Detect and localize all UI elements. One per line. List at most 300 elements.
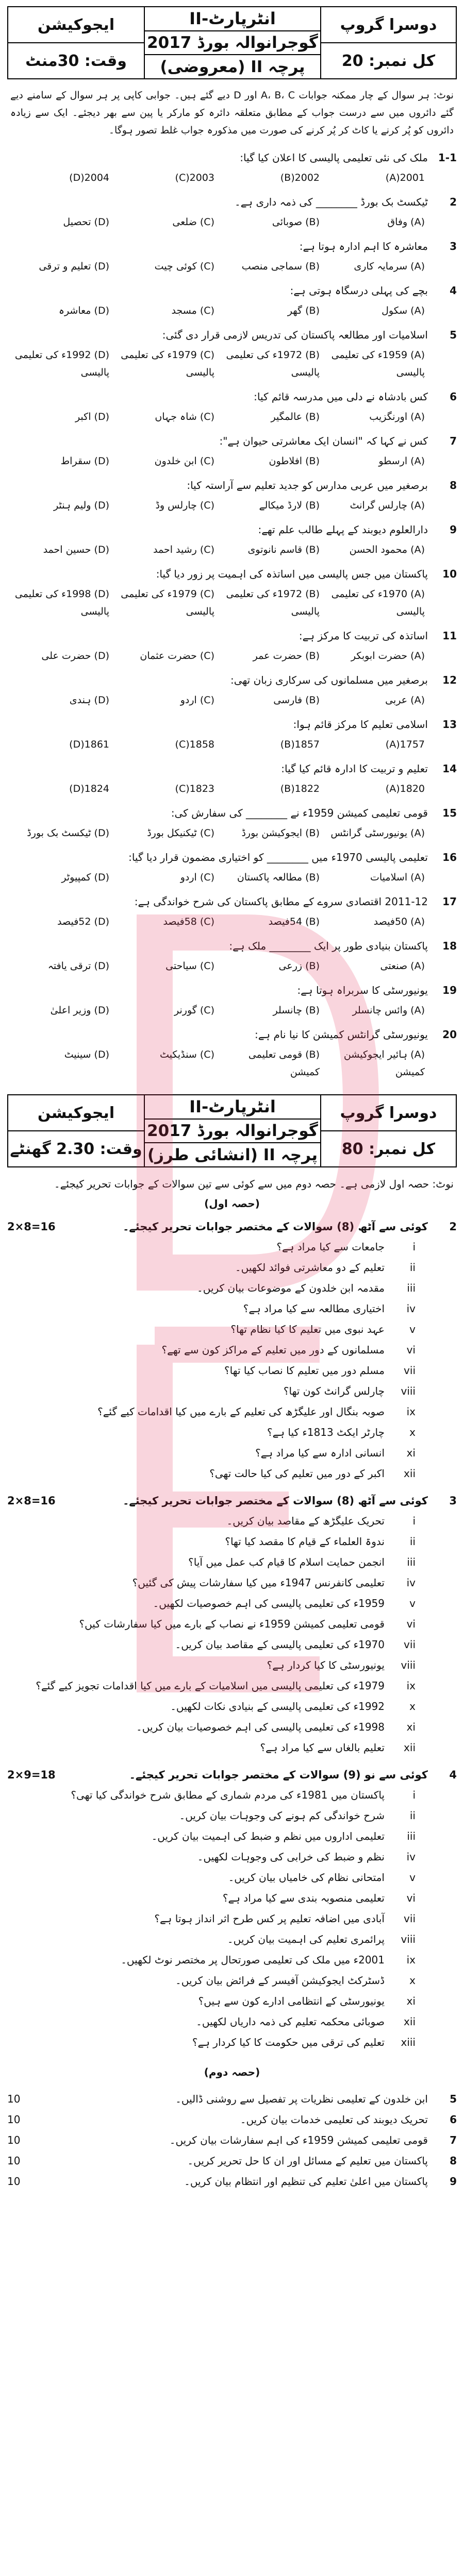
mcq-question: بچے کی پہلی درسگاہ ہوتی ہے: bbox=[290, 284, 428, 297]
mcq-item bbox=[7, 1025, 457, 1081]
mcq-stem bbox=[7, 804, 457, 822]
mcq-option: (D) تحصیل bbox=[63, 216, 109, 228]
short-question-block bbox=[7, 1491, 457, 1758]
mcq-number: 16 bbox=[442, 851, 457, 863]
mcq-option: (C) 1979ء کی تعلیمی پالیسی bbox=[121, 588, 214, 617]
mcq-question: معاشرہ کا اہم ادارہ ہوتا ہے: bbox=[299, 240, 428, 252]
short-question-parts bbox=[7, 1511, 457, 1758]
short-question-text: کوئی سے آٹھ (8) سوالات کے مختصر جوابات تحریر کیجئے۔ bbox=[123, 1495, 428, 1507]
paper1-header-right bbox=[8, 7, 144, 78]
mcq-option: 1857(B) bbox=[280, 739, 320, 750]
mcq-option: (B) 1972ء کی تعلیمی پالیسی bbox=[226, 588, 320, 617]
short-question-number: 4 bbox=[449, 1769, 457, 1781]
part-text: اختیاری مطالعہ سے کیا مراد ہے؟ bbox=[243, 1302, 385, 1315]
part-roman: xii bbox=[404, 1741, 416, 1754]
part-roman: ii bbox=[409, 1809, 416, 1822]
short-question-part bbox=[7, 1970, 416, 1991]
part-text: پرائمری تعلیم کی اہمیت بیان کریں۔ bbox=[227, 1933, 385, 1945]
mcq-item bbox=[7, 237, 457, 275]
short-question-marks: 2×8=16 bbox=[7, 1495, 56, 1507]
mcq-options bbox=[7, 736, 457, 753]
mcq-option: (B) قاسم نانوتوی bbox=[247, 544, 320, 555]
short-question-block bbox=[7, 1217, 457, 1484]
short-question-part bbox=[7, 1655, 416, 1675]
mcq-question: اسلامیات اور مطالعہ پاکستان کی تدریس لازمی قرار دی گئی: bbox=[162, 329, 428, 341]
part-text: انسانی ادارہ سے کیا مراد ہے؟ bbox=[255, 1447, 385, 1459]
short-question-part bbox=[7, 1991, 416, 2011]
mcq-item bbox=[7, 432, 457, 470]
paper1-board: گوجرانوالہ بورڈ 2017 bbox=[147, 33, 318, 52]
part-text: مسلمانوں کے دور میں تعلیم کے مراکز کون سے تھے؟ bbox=[161, 1344, 385, 1356]
mcq-options bbox=[7, 1002, 457, 1019]
paper2-header bbox=[7, 1094, 457, 1167]
short-question-part bbox=[7, 2032, 416, 2053]
mcq-question: اسلامی تعلیم کا مرکز قائم ہوا: bbox=[293, 718, 428, 731]
long-question-number: 8 bbox=[450, 2155, 457, 2167]
mcq-option: (D) حسین احمد bbox=[43, 544, 109, 555]
part2-title: (حصہ دوم) bbox=[204, 2066, 260, 2078]
mcq-number: 6 bbox=[450, 391, 457, 403]
short-question-part bbox=[7, 1531, 416, 1552]
part-roman: viii bbox=[401, 1385, 416, 1397]
short-question-part bbox=[7, 1552, 416, 1572]
short-question-list bbox=[7, 1217, 457, 2053]
paper2-header-mid bbox=[144, 1095, 320, 1166]
short-question-part bbox=[7, 1950, 416, 1970]
part-roman: vii bbox=[404, 1638, 416, 1651]
long-question bbox=[7, 2150, 457, 2171]
short-question-part bbox=[7, 1675, 416, 1696]
short-question-text: کوئی سے آٹھ (8) سوالات کے مختصر جوابات تحریر کیجئے۔ bbox=[123, 1221, 428, 1233]
mcq-option: (B) زرعی bbox=[278, 960, 320, 972]
part-roman: i bbox=[412, 1241, 416, 1253]
paper1-note: نوٹ: ہر سوال کے چار ممکنہ جوابات A، B، C اور D دیے گئے ہیں۔ جوابی کاپی پر ہر سوال کے سامنے دیے گئے دائروں میں سے درست جواب کے مطابق متعلقہ دائرہ کو مارکر یا پین سے بھر دیجئے۔ ایک سے زیادہ دائروں کو پُر کرنے یا کاٹ کر پُر کرنے کی صورت میں مذکورہ جواب غلط تصور ہوگا۔ bbox=[10, 90, 454, 136]
part-text: ندوۃ العلماء کے قیام کا مقصد کیا تھا؟ bbox=[225, 1535, 385, 1548]
mcq-number: 10 bbox=[442, 568, 457, 580]
mcq-options bbox=[7, 869, 457, 886]
mcq-option: (C) سنڈیکیٹ bbox=[160, 1049, 214, 1060]
mcq-option: (C) چارلس وڈ bbox=[155, 500, 214, 511]
mcq-options bbox=[7, 647, 457, 665]
short-question-part bbox=[7, 1634, 416, 1655]
short-question-part bbox=[7, 1908, 416, 1929]
mcq-stem bbox=[7, 892, 457, 911]
mcq-option: (B) قومی تعلیمی کمیشن bbox=[248, 1049, 320, 1078]
mcq-item bbox=[7, 715, 457, 753]
mcq-option: (D) اکبر bbox=[75, 411, 109, 422]
long-question-number: 9 bbox=[450, 2175, 457, 2188]
long-question bbox=[7, 2089, 457, 2109]
mcq-option: (C) اردو bbox=[180, 872, 214, 883]
short-question-part bbox=[7, 1422, 416, 1443]
mcq-question: کس بادشاہ نے دلی میں مدرسہ قائم کیا: bbox=[254, 391, 428, 403]
paper2-section bbox=[7, 1094, 457, 2192]
mcq-item bbox=[7, 520, 457, 558]
part-roman: vii bbox=[404, 1912, 416, 1925]
paper2-instruction: نوٹ: حصہ اول لازمی ہے۔ حصہ دوم میں سے کوئی سے تین سوالات کے جوابات تحریر کیجئے۔ bbox=[54, 1178, 454, 1190]
part-text: یونیورسٹی کے انتظامی ادارے کون سے ہیں؟ bbox=[198, 1995, 385, 2007]
mcq-option: 1823(C) bbox=[175, 783, 214, 794]
mcq-option: (C) حضرت عثمان bbox=[140, 650, 214, 662]
part-text: شرح خواندگی کم ہونے کی وجوہات بیان کریں۔ bbox=[179, 1809, 385, 1822]
mcq-question: 2011-12 اقتصادی سروے کے مطابق پاکستان کی شرح خواندگی ہے: bbox=[134, 895, 428, 908]
mcq-option: (A) یونیورسٹی گرانٹس bbox=[330, 827, 425, 839]
short-question-marks: 2×8=16 bbox=[7, 1221, 56, 1233]
mcq-stem bbox=[7, 715, 457, 734]
mcq-stem bbox=[7, 848, 457, 867]
mcq-question: ملک کی نئی تعلیمی پالیسی کا اعلان کیا گیا: bbox=[240, 151, 428, 164]
long-question-marks: 10 bbox=[7, 2134, 21, 2146]
mcq-item bbox=[7, 981, 457, 1019]
mcq-number: 3 bbox=[450, 240, 457, 252]
mcq-stem bbox=[7, 387, 457, 406]
short-question-head bbox=[7, 1217, 457, 1236]
mcq-option: 1861(D) bbox=[69, 739, 109, 750]
long-question-text: پاکستان میں تعلیم کے مسائل اور ان کا حل تحریر کریں۔ bbox=[187, 2155, 428, 2167]
mcq-stem bbox=[7, 565, 457, 583]
part-roman: xi bbox=[406, 1721, 416, 1733]
part-text: تعلیمی کانفرنس 1947ء میں کیا سفارشات پیش کی گئیں؟ bbox=[132, 1577, 385, 1589]
part-text: صوبہ بنگال اور علیگڑھ کی تعلیم کے بارے میں کیا اقدامات کیے گئے؟ bbox=[97, 1405, 385, 1418]
part-text: مقدمہ ابن خلدون کے موضوعات بیان کریں۔ bbox=[197, 1282, 385, 1294]
short-question-marks: 2×9=18 bbox=[7, 1769, 56, 1781]
mcq-question: کس نے کہا کہ "انسان ایک معاشرتی حیوان ہے": bbox=[219, 435, 428, 447]
part-roman: i bbox=[412, 1789, 416, 1801]
mcq-item bbox=[7, 387, 457, 426]
short-question-part bbox=[7, 1717, 416, 1737]
part1-title: (حصہ اول) bbox=[204, 1197, 260, 1210]
mcq-option: (D) معاشرہ bbox=[58, 305, 109, 316]
long-question bbox=[7, 2109, 457, 2130]
part-roman: iii bbox=[407, 1830, 416, 1842]
part-text: ڈسٹرکٹ ایجوکیشن آفیسر کے فرائض بیان کریں۔ bbox=[175, 1974, 385, 1987]
mcq-item bbox=[7, 671, 457, 709]
part-roman: x bbox=[409, 1974, 416, 1987]
long-question-text: تحریک دیوبند کی تعلیمی خدمات بیان کریں۔ bbox=[240, 2113, 428, 2126]
long-question-number: 6 bbox=[450, 2113, 457, 2126]
long-question-marks: 10 bbox=[7, 2093, 21, 2105]
paper1-group: دوسرا گروپ bbox=[321, 7, 456, 43]
mcq-option: (A) اسلامیات bbox=[370, 872, 425, 883]
mcq-item bbox=[7, 565, 457, 620]
part-text: چارٹر ایکٹ 1813ء کیا ہے؟ bbox=[267, 1426, 385, 1438]
part-roman: v bbox=[409, 1871, 416, 1884]
mcq-question: پاکستان میں جس پالیسی میں اساتذہ کی اہمیت پر زور دیا گیا: bbox=[156, 568, 428, 580]
mcq-option: (C) 1979ء کی تعلیمی پالیسی bbox=[121, 349, 214, 378]
short-question-number: 3 bbox=[449, 1495, 457, 1507]
mcq-option: (A) 50فیصد bbox=[373, 916, 425, 927]
mcq-question: پاکستان بنیادی طور پر ایک ________ ملک ہے: bbox=[229, 940, 428, 952]
paper2-time: وقت: 2.30 گھنٹے bbox=[10, 1140, 142, 1158]
part-roman: iii bbox=[407, 1282, 416, 1294]
mcq-option: (A) محمود الحسن bbox=[349, 544, 425, 555]
mcq-option: (B) افلاطون bbox=[269, 455, 320, 467]
mcq-option: 2001(A) bbox=[385, 172, 425, 183]
part-text: یونیورسٹی کا کیا کردار ہے؟ bbox=[267, 1659, 385, 1671]
mcq-number: 17 bbox=[442, 895, 457, 908]
mcq-item bbox=[7, 848, 457, 886]
part-roman: viii bbox=[401, 1659, 416, 1671]
mcq-option: (C) شاہ جہاں bbox=[155, 411, 214, 422]
mcq-stem bbox=[7, 432, 457, 450]
part-roman: vi bbox=[406, 1344, 416, 1356]
mcq-item bbox=[7, 937, 457, 975]
paper2-subject: ایجوکیشن bbox=[8, 1095, 144, 1131]
part-roman: iv bbox=[406, 1302, 416, 1315]
mcq-options bbox=[7, 302, 457, 319]
mcq-option: 2002(B) bbox=[280, 172, 320, 183]
part-roman: ii bbox=[409, 1535, 416, 1548]
mcq-stem bbox=[7, 626, 457, 645]
paper2-marks: کل نمبر: 80 bbox=[341, 1140, 436, 1158]
part-roman: v bbox=[409, 1597, 416, 1609]
mcq-option: (C) 58فیصد bbox=[163, 916, 214, 927]
mcq-option: (D) تعلیم و ترقی bbox=[39, 261, 109, 272]
short-question-part bbox=[7, 1360, 416, 1381]
mcq-number: 18 bbox=[442, 940, 457, 952]
paper1-header bbox=[7, 6, 457, 79]
mcq-question: قومی تعلیمی کمیشن 1959ء نے ________ کی سفارش کی: bbox=[171, 807, 428, 819]
mcq-option: (B) لارڈ میکالے bbox=[259, 500, 320, 511]
mcq-option: (B) 1972ء کی تعلیمی پالیسی bbox=[226, 349, 320, 378]
mcq-option: (D) 52فیصد bbox=[57, 916, 109, 927]
mcq-options bbox=[7, 824, 457, 842]
part-roman: xiii bbox=[401, 2036, 416, 2048]
part-text: تعلیمی منصوبہ بندی سے کیا مراد ہے؟ bbox=[222, 1892, 385, 1904]
mcq-option: 1858(C) bbox=[175, 739, 214, 750]
part-text: 1979ء کی تعلیمی پالیسی میں اسلامیات کے بارے میں کیا اقدامات تجویز کیے گئے؟ bbox=[36, 1680, 385, 1692]
short-question-part bbox=[7, 1319, 416, 1340]
part-roman: xi bbox=[406, 1995, 416, 2007]
short-question-part bbox=[7, 1737, 416, 1758]
mcq-option: (A) عربی bbox=[385, 694, 425, 706]
part-roman: iv bbox=[406, 1577, 416, 1589]
part-text: امتحانی نظام کی خامیاں بیان کریں۔ bbox=[228, 1871, 385, 1884]
part-text: قومی تعلیمی کمیشن 1959ء نے نصاب کے بارے میں کیا سفارشات کیں؟ bbox=[79, 1618, 385, 1630]
mcq-stem bbox=[7, 1025, 457, 1044]
short-question-part bbox=[7, 1511, 416, 1531]
mcq-option: (B) حضرت عمر bbox=[253, 650, 320, 662]
mcq-options bbox=[7, 452, 457, 470]
mcq-number: 1-1 bbox=[438, 151, 457, 164]
mcq-option: (C) کوئی چیت bbox=[154, 261, 214, 272]
mcq-stem bbox=[7, 759, 457, 778]
part-text: عہد نبوی میں تعلیم کا کیا نظام تھا؟ bbox=[230, 1323, 385, 1335]
mcq-stem bbox=[7, 671, 457, 689]
short-question-part bbox=[7, 1381, 416, 1401]
paper2-header-right bbox=[8, 1095, 144, 1166]
mcq-option: (A) سکول bbox=[382, 305, 425, 316]
mcq-item bbox=[7, 476, 457, 514]
mcq-option: 1820(A) bbox=[385, 783, 425, 794]
mcq-option: 2003(C) bbox=[175, 172, 214, 183]
mcq-number: 19 bbox=[442, 984, 457, 996]
mcq-question: یونیورسٹی گرانٹس کمیشن کا نیا نام ہے: bbox=[254, 1028, 428, 1041]
long-question-list bbox=[7, 2089, 457, 2192]
mcq-option: (C) گورنر bbox=[174, 1005, 214, 1016]
part-roman: ix bbox=[406, 1954, 416, 1966]
part-text: 1959ء کی تعلیمی پالیسی کی اہم خصوصیات لکھیں۔ bbox=[153, 1597, 385, 1609]
mcq-item bbox=[7, 804, 457, 842]
short-question-part bbox=[7, 1298, 416, 1319]
mcq-option: (A) 1970ء کی تعلیمی پالیسی bbox=[331, 588, 425, 617]
mcq-option: (B) عالمگیر bbox=[271, 411, 320, 422]
mcq-options bbox=[7, 585, 457, 620]
part-roman: x bbox=[409, 1426, 416, 1438]
mcq-stem bbox=[7, 520, 457, 539]
mcq-option: (C) رشید احمد bbox=[153, 544, 214, 555]
mcq-item bbox=[7, 892, 457, 930]
mcq-item bbox=[7, 626, 457, 665]
part-text: نظم و ضبط کی خرابی کی وجوہات لکھیں۔ bbox=[197, 1851, 385, 1863]
mcq-option: (B) ایجوکیشن بورڈ bbox=[241, 827, 320, 839]
mcq-question: تعلیمی پالیسی 1970ء میں ________ کو اختیاری مضمون قرار دیا گیا: bbox=[128, 851, 428, 863]
mcq-options bbox=[7, 497, 457, 514]
paper1-paper: پرچہ II (معروضی) bbox=[145, 54, 320, 78]
mcq-question: ٹیکسٹ بک بورڈ ________ کی ذمہ داری ہے۔ bbox=[234, 196, 428, 208]
mcq-options bbox=[7, 780, 457, 798]
mcq-number: 20 bbox=[442, 1028, 457, 1041]
mcq-number: 5 bbox=[450, 329, 457, 341]
long-question-text: ابن خلدون کے تعلیمی نظریات پر تفصیل سے روشنی ڈالیں۔ bbox=[175, 2093, 428, 2105]
short-question-part bbox=[7, 1785, 416, 1805]
mcq-option: (C) مسجد bbox=[171, 305, 214, 316]
part-roman: i bbox=[412, 1515, 416, 1527]
short-question-part bbox=[7, 1401, 416, 1422]
part-text: مسلم دور میں تعلیم کا نصاب کیا تھا؟ bbox=[224, 1364, 385, 1377]
short-question-part bbox=[7, 1929, 416, 1950]
paper1-header-left bbox=[320, 7, 456, 78]
mcq-option: 2004(D) bbox=[69, 172, 109, 183]
short-question-block bbox=[7, 1765, 457, 2053]
mcq-question: تعلیم و تربیت کا ادارہ قائم کیا گیا: bbox=[281, 762, 428, 775]
part-roman: vii bbox=[404, 1364, 416, 1377]
mcq-stem bbox=[7, 476, 457, 495]
mcq-item bbox=[7, 148, 457, 187]
mcq-option: (A) اورنگزیب bbox=[369, 411, 425, 422]
mcq-option: (C) سیاحتی bbox=[165, 960, 214, 972]
mcq-option: (D) حضرت علی bbox=[41, 650, 109, 662]
part-text: 2001ء میں ملک کی تعلیمی صورتحال پر مختصر نوٹ لکھیں۔ bbox=[121, 1954, 385, 1966]
part-text: تعلیم کے دو معاشرتی فوائد لکھیں۔ bbox=[235, 1261, 385, 1274]
part-roman: ii bbox=[409, 1261, 416, 1274]
part-roman: iii bbox=[407, 1556, 416, 1568]
short-question-part bbox=[7, 1846, 416, 1867]
mcq-question: اساتذہ کی تربیت کا مرکز ہے: bbox=[299, 630, 428, 642]
long-question-marks: 10 bbox=[7, 2113, 21, 2126]
mcq-option: (B) سماجی منصب bbox=[241, 261, 320, 272]
mcq-option: (D) 1998ء کی تعلیمی پالیسی bbox=[14, 588, 109, 617]
paper2-header-left bbox=[320, 1095, 456, 1166]
short-question-part bbox=[7, 1805, 416, 1826]
long-question bbox=[7, 2130, 457, 2150]
mcq-option: (D) سقراط bbox=[60, 455, 109, 467]
mcq-stem bbox=[7, 937, 457, 955]
mcq-question: دارالعلوم دیوبند کے پہلے طالب علم تھے: bbox=[258, 523, 428, 536]
short-question-part bbox=[7, 1257, 416, 1278]
mcq-stem bbox=[7, 237, 457, 256]
mcq-options bbox=[7, 258, 457, 275]
mcq-option: (A) وفاق bbox=[387, 216, 425, 228]
mcq-option: (C) اردو bbox=[180, 694, 214, 706]
short-question-part bbox=[7, 1572, 416, 1593]
part-text: تحریک علیگڑھ کے مقاصد بیان کریں۔ bbox=[226, 1515, 385, 1527]
part-text: چارلس گرانٹ کون تھا؟ bbox=[283, 1385, 385, 1397]
part-roman: ix bbox=[406, 1680, 416, 1692]
long-question-text: قومی تعلیمی کمیشن 1959ء کی اہم سفارشات بیان کریں۔ bbox=[169, 2134, 428, 2146]
mcq-option: (A) ارسطو bbox=[378, 455, 425, 467]
mcq-option: (A) چارلس گرانٹ bbox=[350, 500, 425, 511]
short-question-part bbox=[7, 1696, 416, 1717]
mcq-option: (A) سرمایہ کاری bbox=[354, 261, 425, 272]
short-question-text: کوئی سے نو (9) سوالات کے مختصر جوابات تحریر کیجئے۔ bbox=[129, 1769, 428, 1781]
short-question-part bbox=[7, 1463, 416, 1484]
mcq-stem bbox=[7, 148, 457, 167]
mcq-option: (D) ولیم ہنٹر bbox=[54, 500, 109, 511]
mcq-options bbox=[7, 691, 457, 709]
long-question-marks: 10 bbox=[7, 2155, 21, 2167]
part-text: 1992ء کی تعلیمی پالیسی کے بنیادی نکات لکھیں۔ bbox=[170, 1700, 385, 1713]
part-roman: vi bbox=[406, 1892, 416, 1904]
part-roman: v bbox=[409, 1323, 416, 1335]
mcq-option: (A) حضرت ابوبکر bbox=[351, 650, 425, 662]
paper1-part: انٹرپارٹ-II bbox=[145, 7, 320, 31]
part-text: تعلیم کی ترقی میں حکومت کا کیا کردار ہے؟ bbox=[192, 2036, 385, 2048]
mcq-stem bbox=[7, 193, 457, 211]
mcq-option: (D) کمپیوٹر bbox=[61, 872, 109, 883]
mcq-item bbox=[7, 193, 457, 231]
short-question-part bbox=[7, 1236, 416, 1257]
short-question-part bbox=[7, 2011, 416, 2032]
paper1-time: وقت: 30منٹ bbox=[25, 52, 127, 70]
mcq-number: 2 bbox=[450, 196, 457, 208]
mcq-item bbox=[7, 281, 457, 319]
mcq-options bbox=[7, 541, 457, 558]
mcq-stem bbox=[7, 281, 457, 300]
mcq-option: (B) مطالعہ پاکستان bbox=[237, 872, 320, 883]
mcq-option: (A) وائس چانسلر bbox=[352, 1005, 425, 1016]
mcq-item bbox=[7, 759, 457, 798]
short-question-part bbox=[7, 1593, 416, 1614]
mcq-options bbox=[7, 957, 457, 975]
part-text: تعلیمی اداروں میں نظم و ضبط کی اہمیت بیان کریں۔ bbox=[151, 1830, 385, 1842]
mcq-number: 11 bbox=[442, 630, 457, 642]
short-question-part bbox=[7, 1826, 416, 1846]
mcq-stem bbox=[7, 981, 457, 999]
mcq-option: (D) 1992ء کی تعلیمی پالیسی bbox=[14, 349, 109, 378]
short-question-head bbox=[7, 1765, 457, 1785]
mcq-option: (B) چانسلر bbox=[273, 1005, 320, 1016]
mcq-option: (B) گھر bbox=[287, 305, 320, 316]
mcq-question: یونیورسٹی کا سربراہ ہوتا ہے: bbox=[297, 984, 428, 996]
part-text: جامعات سے کیا مراد ہے؟ bbox=[276, 1241, 385, 1253]
mcq-question: برصغیر میں عربی مدارس کو جدید تعلیم سے آراستہ کیا: bbox=[187, 479, 428, 492]
mcq-number: 15 bbox=[442, 807, 457, 819]
mcq-number: 7 bbox=[450, 435, 457, 447]
part-text: اکبر کے دور میں تعلیم کی کیا حالت تھی؟ bbox=[209, 1467, 385, 1480]
mcq-item bbox=[7, 326, 457, 381]
mcq-number: 4 bbox=[450, 284, 457, 297]
mcq-option: (D) ہندی bbox=[69, 694, 109, 706]
paper2-part: انٹرپارٹ-II bbox=[145, 1095, 320, 1120]
paper2-group: دوسرا گروپ bbox=[321, 1095, 456, 1131]
mcq-option: (D) وزیر اعلیٰ bbox=[50, 1005, 109, 1016]
paper1-header-mid bbox=[144, 7, 320, 78]
mcq-option: (A) صنعتی bbox=[380, 960, 425, 972]
mcq-option: (B) 54فیصد bbox=[268, 916, 320, 927]
mcq-option: (C) ٹیکنیکل بورڈ bbox=[147, 827, 214, 839]
part-roman: xi bbox=[406, 1447, 416, 1459]
